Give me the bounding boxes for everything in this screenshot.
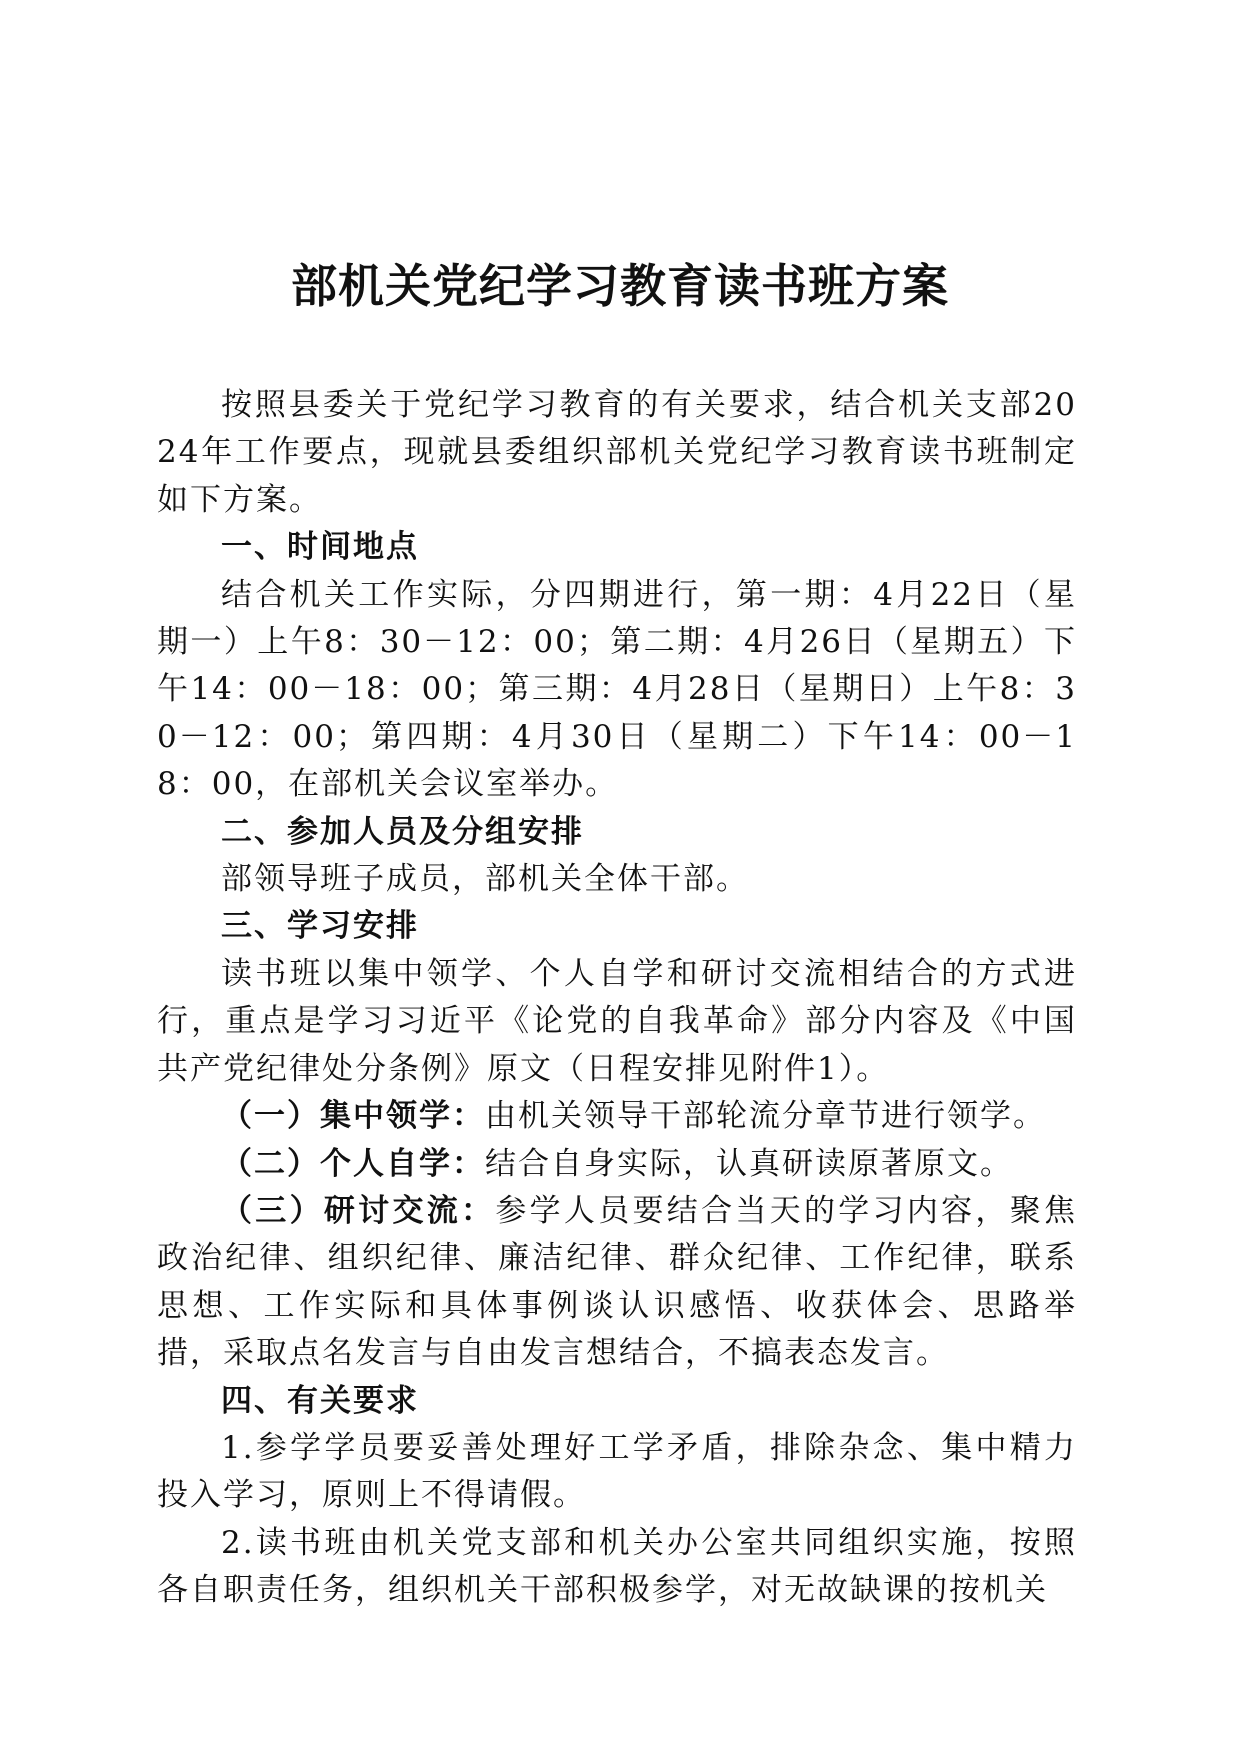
section-heading-study: 三、学习安排 [221,908,419,945]
study-item-2-label: （二）个人自学： [221,1145,485,1182]
requirement-item-1: 1.参学学员要妥善处理好工学矛盾，排除杂念、集中精力投入学习，原则上不得请假。 [157,1429,1077,1514]
study-item-3 [157,1188,1077,1378]
section-heading-requirements: 四、有关要求 [221,1382,419,1419]
time-place-paragraph: 结合机关工作实际，分四期进行，第一期：4月22日（星期一）上午8：30－12：00；第二期：4月26日（星期五）下午14：00－18：00；第三期：4月28日（星期日）上午8：30－12：00；第四期：4月30日（星期二）下午14：00－18：00，在部机关会议室举办。 [157,576,1077,803]
study-item-1-label: （一）集中领学： [221,1098,485,1135]
study-item-1 [157,1093,1077,1140]
requirement-item-2: 2.读书班由机关党支部和机关办公室共同组织实施，按照各自职责任务，组织机关干部积极参学，对无故缺课的按机关 [157,1524,1077,1609]
study-item-2 [157,1141,1077,1188]
study-paragraph: 读书班以集中领学、个人自学和研讨交流相结合的方式进行，重点是学习习近平《论党的自我革命》部分内容及《中国共产党纪律处分条例》原文（日程安排见附件1）。 [157,955,1077,1087]
study-item-3-label: （三）研讨交流： [221,1192,496,1229]
document-title: 部机关党纪学习教育读书班方案 [291,259,949,313]
study-item-1-text: 由机关领导干部轮流分章节进行领学。 [485,1098,1046,1135]
section-heading-participants: 二、参加人员及分组安排 [221,813,584,850]
intro-paragraph: 按照县委关于党纪学习教育的有关要求，结合机关支部2024年工作要点，现就县委组织部机关党纪学习教育读书班制定如下方案。 [157,387,1077,518]
document-body [157,382,1077,1615]
section-heading-time-place: 一、时间地点 [221,529,419,566]
study-item-2-text: 结合自身实际，认真研读原著原文。 [485,1145,1013,1182]
study-item-3-text: 参学人员要结合当天的学习内容，聚焦政治纪律、组织纪律、廉洁纪律、群众纪律、工作纪律，联系思想、工作实际和具体事例谈认识感悟、收获体会、思路举措，采取点名发言与自由发言想结合，不搞表态发言。 [157,1192,1078,1372]
participants-paragraph: 部领导班子成员，部机关全体干部。 [221,861,749,898]
